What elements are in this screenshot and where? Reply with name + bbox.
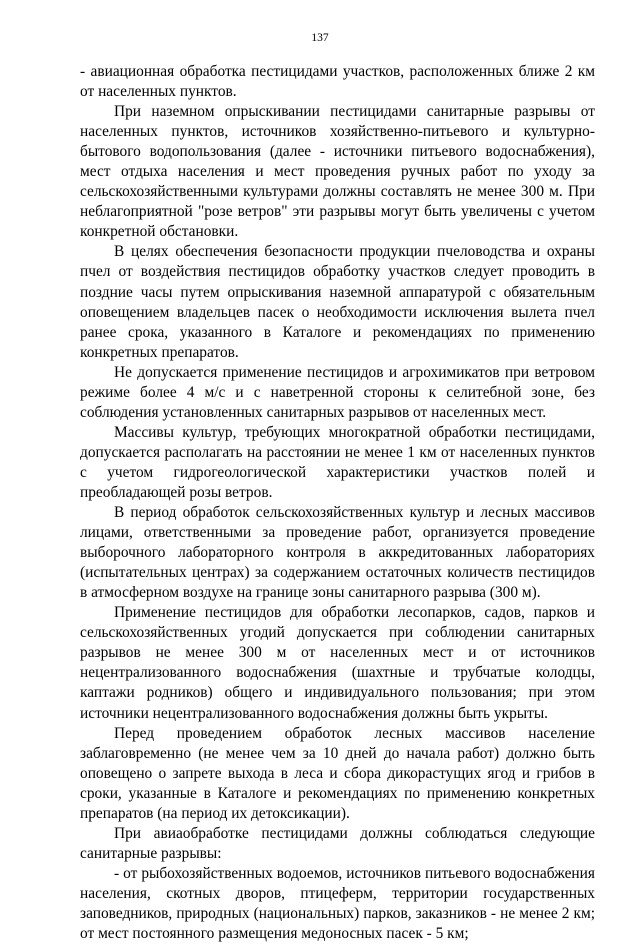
paragraph-ground-spraying: При наземном опрыскивании пестицидами санитарные разрывы от населенных пунктов, источников хозяйственно-питьевого и культурно-бытового водопользования (далее - источники питьевого водоснабжения), мест отдыха населения и мест проведения ручных работ по уходу за сельскохозяйственными культурами должны составлять не менее 300 м. При неблагоприятной "розе ветров" эти разрывы могут быть увеличены с учетом конкретной обстановки. — [80, 103, 595, 241]
paragraph-wind-restrictions: Не допускается применение пестицидов и агрохимикатов при ветровом режиме более 4 м/с и с наветренной стороны к селитебной зоне, без соблюдения установленных санитарных разрывов от населенных мест. — [80, 363, 595, 421]
paragraph-forest-notification: Перед проведением обработок лесных массивов население заблаговременно (не менее чем за 10 дней до начала работ) должно быть оповещено о запрете выхода в леса и сбора дикорастущих ягод и грибов в сроки, указанные в Каталоге и рекомендациях по применению конкретных препаратов (на период их детоксикации). — [80, 724, 595, 822]
paragraph-aviation-gaps-item: - от рыбохозяйственных водоемов, источников питьевого водоснабжения населения, скотных дворов, птицеферм, территории государственных заповедников, природных (национальных) парков, заказников - не менее 2 км; от мест постоянного размещения медоносных пасек - 5 км; — [80, 864, 595, 943]
document-body — [80, 62, 595, 944]
paragraph-aviation-treatment-item: - авиационная обработка пестицидами участков, расположенных ближе 2 км от населенных пунктов. — [80, 63, 595, 101]
paragraph-crop-arrays: Массивы культур, требующих многократной обработки пестицидами, допускается располагать на расстоянии не менее 1 км от населенных пунктов с учетом гидрогеологической характеристики участков полей и преобладающей розы ветров. — [80, 423, 595, 501]
paragraph-lab-control: В период обработок сельскохозяйственных культур и лесных массивов лицами, ответственными за проведение работ, организуется проведение выборочного лабораторного контроля в аккредитованных лабораториях (испытательных центрах) за содержанием остаточных количеств пестицидов в атмосферном воздухе на границе зоны санитарного разрыва (300 м). — [80, 504, 595, 602]
paragraph-aviation-gaps-intro: При авиаобработке пестицидами должны соблюдаться следующие санитарные разрывы: — [80, 824, 595, 862]
page-number: 137 — [311, 32, 329, 44]
paragraph-beekeeping-safety: В целях обеспечения безопасности продукции пчеловодства и охраны пчел от воздействия пестицидов обработку участков следует проводить в поздние часы путем опрыскивания наземной аппаратурой с обязательным оповещением владельцев пасек о необходимости исключения вылета пчел ранее срока, указанного в Каталоге и рекомендациях по применению конкретных препаратов. — [80, 243, 595, 361]
paragraph-parks-application: Применение пестицидов для обработки лесопарков, садов, парков и сельскохозяйственных угодий допускается при соблюдении санитарных разрывов не менее 300 м от населенных мест и от источников нецентрализованного водоснабжения (шахтные и трубчатые колодцы, каптажи родников) общего и индивидуального пользования; при этом источники нецентрализованного водоснабжения должны быть укрыты. — [80, 604, 595, 722]
